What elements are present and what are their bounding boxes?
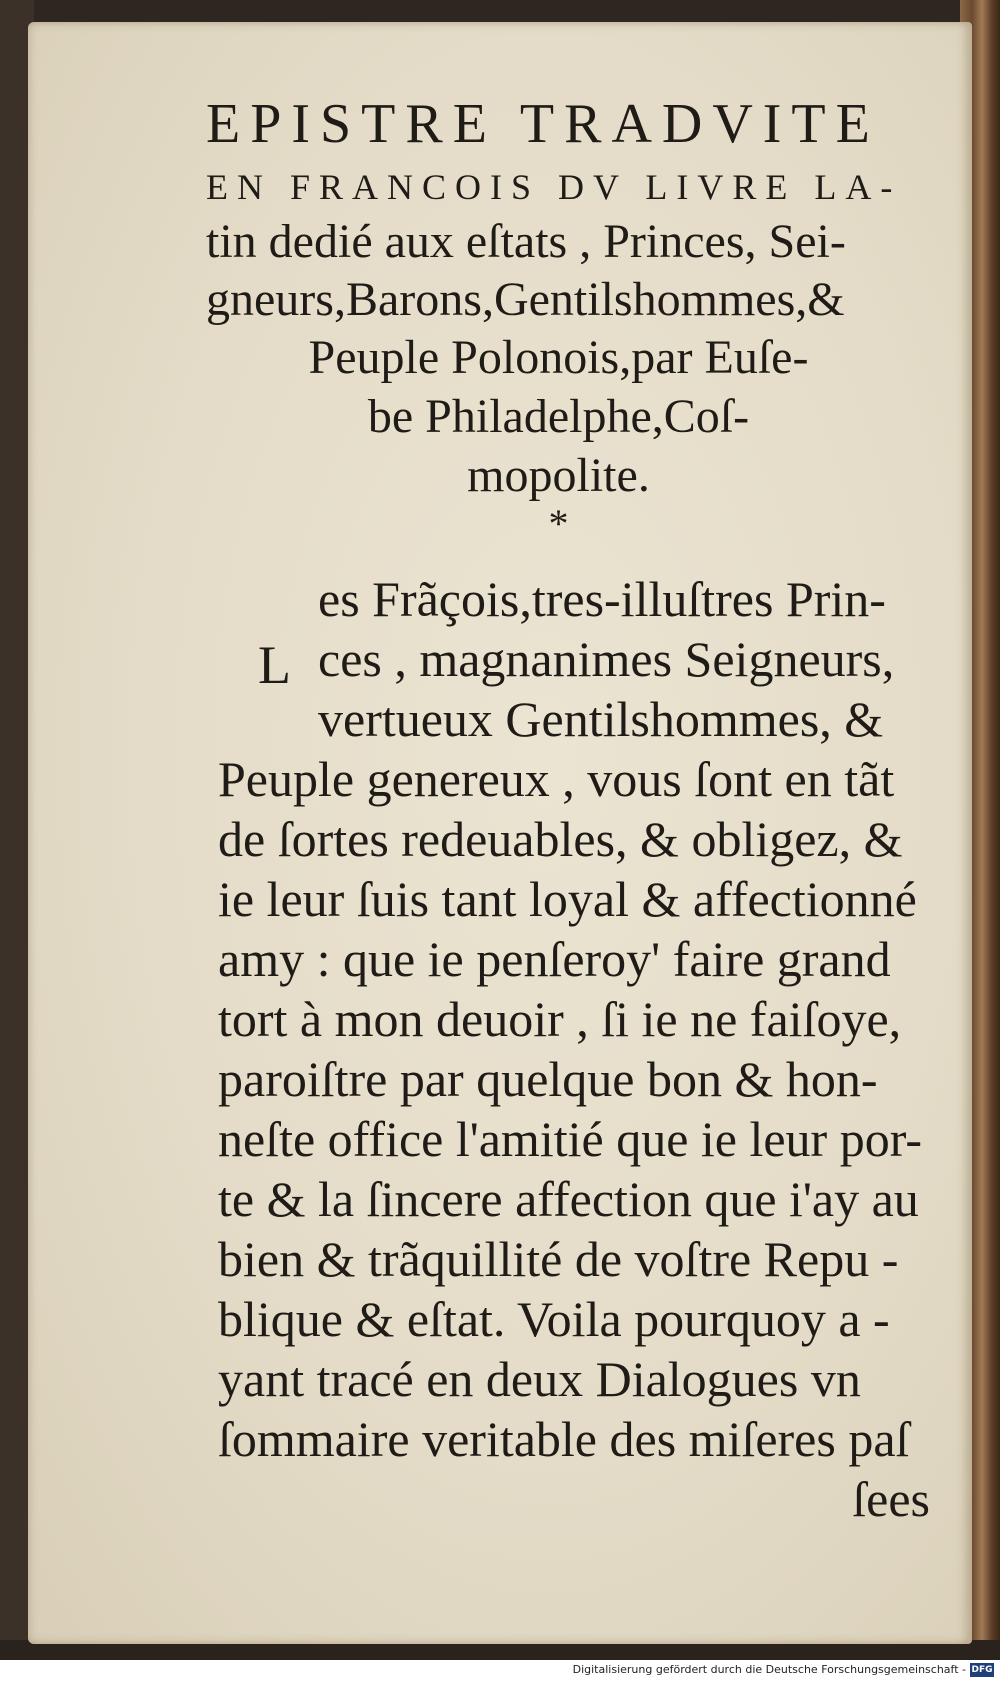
body-line: ſommaire veritable des miſeres paſ — [218, 1411, 910, 1467]
digitization-footer — [0, 1660, 1000, 1681]
dfg-logo: DFG — [971, 1665, 993, 1675]
body-line: paroiſtre par quelque bon & hon- — [218, 1051, 878, 1107]
body-line: ces , magnanimes Seigneurs, — [318, 631, 895, 687]
body-line: amy : que ie penſeroy' faire grand — [218, 931, 891, 987]
heading-line-5: mopolite. — [467, 449, 650, 502]
catchword: ſees — [852, 1471, 930, 1527]
body-line: blique & eſtat. Voila pourquoy a - — [218, 1291, 890, 1347]
heading-line-1: tin dedié aux eſtats , Princes, Sei- — [206, 215, 846, 268]
asterism-ornament: * — [548, 501, 569, 546]
heading-line-2: gneurs,Barons,Gentilshommes,& — [206, 273, 845, 326]
body-line: yant tracé en deux Dialogues vn — [218, 1351, 861, 1407]
body-line: vertueux Gentilshommes, & — [318, 691, 884, 747]
funding-credit: Digitalisierung gefördert durch die Deutsche Forschungsgemeinschaft - — [572, 1663, 966, 1676]
body-line: es Frãçois,tres-illuſtres Prin- — [318, 571, 886, 627]
body-line: bien & trãquillité de voſtre Repu - — [218, 1231, 899, 1287]
body-line: de ſortes redeuables, & obligez, & — [218, 811, 903, 867]
body-line: ie leur ſuis tant loyal & affectionné — [218, 871, 917, 927]
scan-background-top — [0, 0, 1000, 22]
heading-line-3: Peuple Polonois,par Euſe- — [308, 331, 809, 384]
body-line: Peuple genereux , vous ſont en tãt — [218, 751, 895, 807]
heading-line-4: be Philadelphe,Coſ- — [367, 390, 750, 443]
body-line: neſte office l'amitié que ie leur por- — [218, 1111, 923, 1167]
title-line-1: EPISTRE TRADVITE — [206, 93, 880, 155]
body-line: te & la ſincere affection que i'ay au — [218, 1171, 919, 1227]
drop-initial-letter: L — [258, 635, 291, 695]
body-line: tort à mon deuoir , ſi ie ne faiſoye, — [218, 991, 902, 1047]
title-line-2: EN FRANCOIS DV LIVRE LA- — [206, 167, 902, 207]
